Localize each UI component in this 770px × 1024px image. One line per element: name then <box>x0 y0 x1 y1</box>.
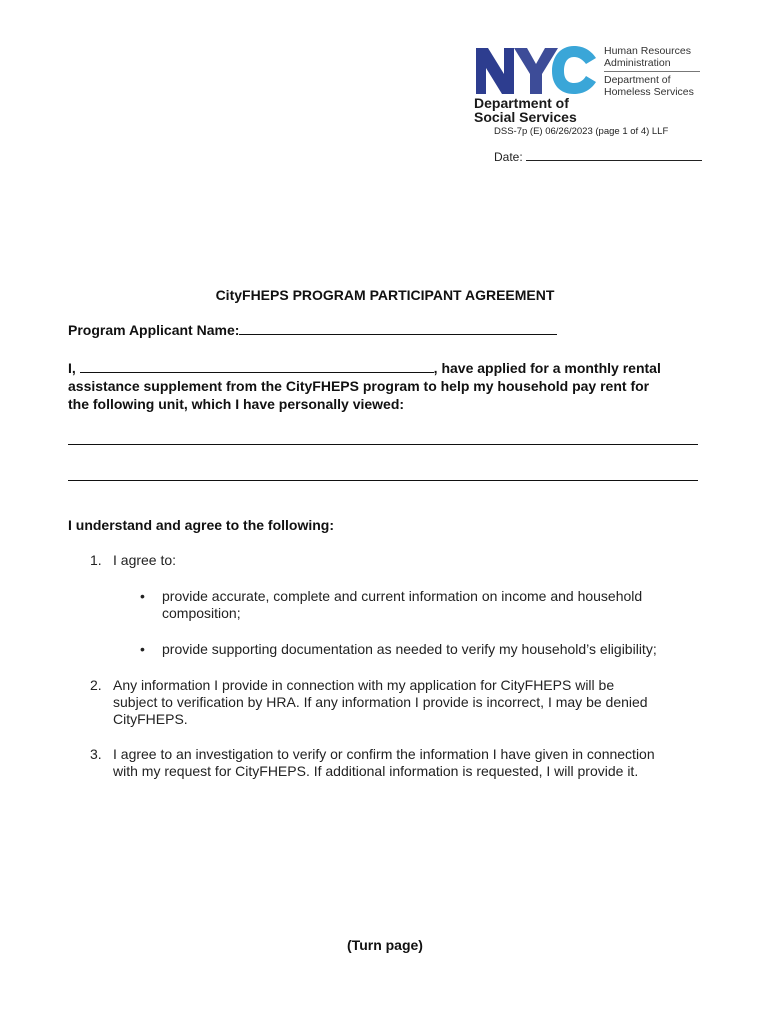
nyc-logo-letter-y <box>514 48 558 94</box>
item-1-text: I agree to: <box>113 552 177 568</box>
item-1-bullet-2 <box>162 641 702 658</box>
applicant-name-field <box>68 322 557 338</box>
intro-line-1-suffix: , have applied for a monthly rental <box>433 360 661 376</box>
applicant-name-label: Program Applicant Name: <box>68 322 240 338</box>
intro-line-3: the following unit, which I have personally viewed: <box>68 396 405 412</box>
agency-names <box>604 45 700 98</box>
unit-address-line-1[interactable] <box>68 444 698 445</box>
intro-paragraph <box>68 359 708 413</box>
item-1-number: 1. <box>90 552 102 568</box>
agency-divider <box>604 71 700 72</box>
intro-line-1 <box>68 359 708 377</box>
applicant-name-blank[interactable] <box>239 322 557 335</box>
item-1-bullet-1 <box>162 588 702 622</box>
department-name <box>474 96 577 124</box>
unit-address-line-2[interactable] <box>68 480 698 481</box>
department-line-2: Social Services <box>474 109 577 125</box>
item-1-bullet-1-line-2: composition; <box>162 605 241 621</box>
bullet-icon: • <box>140 641 145 657</box>
item-2-text <box>113 677 713 728</box>
intro-prefix: I, <box>68 360 76 376</box>
agency-line-hra-2: Administration <box>604 57 671 69</box>
item-3-text <box>113 746 723 780</box>
nyc-logo <box>474 44 598 96</box>
understand-heading: I understand and agree to the following: <box>68 517 335 533</box>
date-blank[interactable] <box>526 149 702 161</box>
nyc-logo-letter-n <box>476 48 514 94</box>
department-line-1: Department of <box>474 95 569 111</box>
page-title: CityFHEPS PROGRAM PARTICIPANT AGREEMENT <box>215 287 555 303</box>
intro-line-2: assistance supplement from the CityFHEPS program to help my household pay rent for <box>68 378 650 394</box>
form-identifier: DSS-7p (E) 06/26/2023 (page 1 of 4) LLF <box>494 126 669 137</box>
item-1-bullet-2-line-1: provide supporting documentation as needed to verify my household’s eligibility; <box>162 641 657 657</box>
item-3-line-1: I agree to an investigation to verify or confirm the information I have given in connection <box>113 746 655 762</box>
item-3-line-2: with my request for CityFHEPS. If additional information is requested, I will provide it. <box>113 763 639 779</box>
bullet-icon: • <box>140 588 145 604</box>
item-2-line-3: CityFHEPS. <box>113 711 188 727</box>
agency-line-dhs-2: Homeless Services <box>604 86 694 98</box>
agency-line-hra-1: Human Resources <box>604 45 691 57</box>
agency-line-dhs-1: Department of <box>604 74 671 86</box>
participant-name-blank[interactable] <box>80 360 434 373</box>
item-2-line-1: Any information I provide in connection with my application for CityFHEPS will be <box>113 677 615 693</box>
date-field <box>494 149 702 164</box>
item-2-number: 2. <box>90 677 102 693</box>
item-2-line-2: subject to verification by HRA. If any information I provide is incorrect, I may be denied <box>113 694 648 710</box>
item-1-bullet-1-line-1: provide accurate, complete and current information on income and household <box>162 588 643 604</box>
date-label: Date: <box>494 150 523 164</box>
item-3-number: 3. <box>90 746 102 762</box>
nyc-logo-letter-c <box>552 46 596 94</box>
turn-page-note: (Turn page) <box>347 937 423 953</box>
